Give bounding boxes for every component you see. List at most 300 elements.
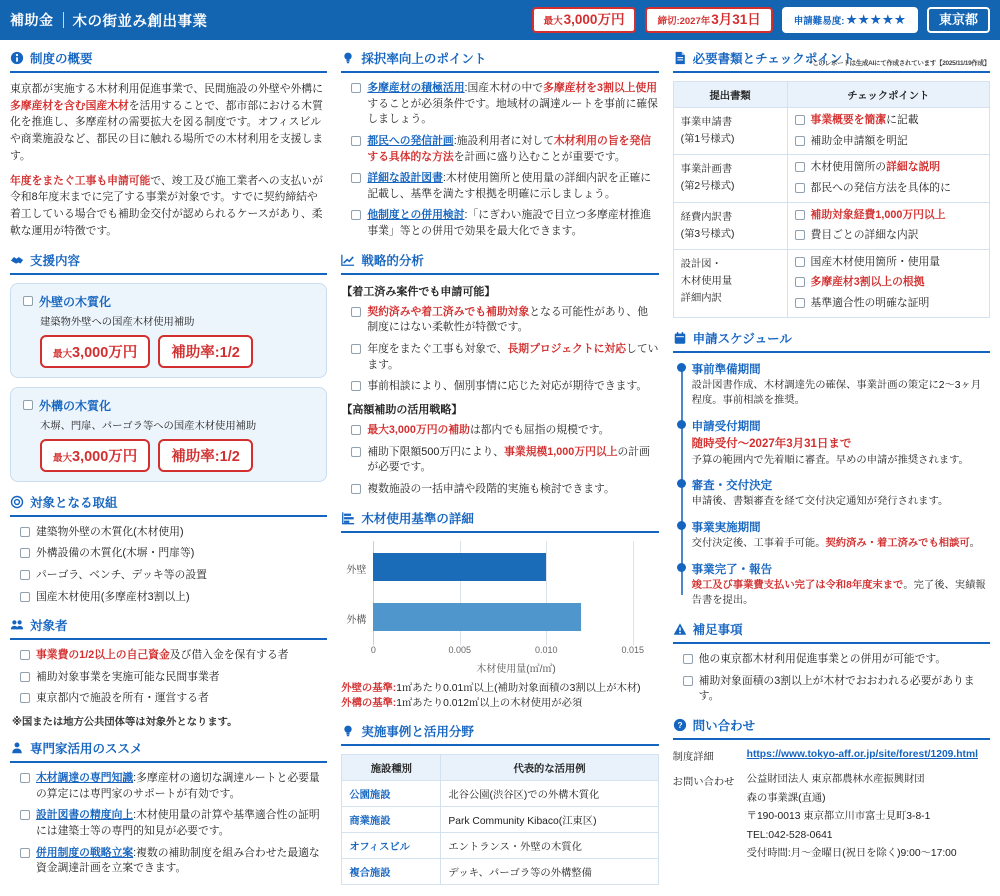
checklist-item — [20, 590, 327, 606]
schedule-step — [692, 418, 990, 469]
text-segment: 他の東京都木材利用促進事業との併用が可能です。 — [698, 653, 947, 666]
section-contact — [673, 716, 990, 865]
support-cards — [10, 283, 327, 482]
checklist-text — [36, 846, 327, 877]
checklist-item — [351, 423, 658, 439]
section-cases-header — [341, 722, 658, 746]
left-column — [10, 49, 327, 896]
checklist-text — [367, 482, 658, 498]
middle-column — [341, 49, 658, 896]
checklist-text — [36, 525, 327, 541]
chart-category-label: 外構 — [346, 614, 367, 626]
contact-label: 制度詳細 — [672, 752, 714, 764]
document-name: 設計図・ — [680, 258, 722, 270]
text-segment: 複数施設の一括申請や段階的実施も検討できます。 — [367, 482, 615, 495]
text-segment: に記載 — [886, 114, 919, 126]
schedule-step-text — [692, 454, 990, 469]
text-segment: 1㎡あたり0.012㎥以上の木材使用が必須 — [396, 697, 583, 709]
checklist-text — [36, 590, 327, 606]
table-header-row — [342, 755, 658, 781]
section-schedule-header — [673, 329, 990, 353]
checkbox-icon[interactable] — [351, 484, 361, 494]
table-cell: オフィスビル — [342, 833, 441, 859]
inline-link[interactable]: 都民への発信計画 — [367, 134, 454, 147]
text-segment: :木材使用量の計算や基準適合性の証明には建築士等の専門的知見が必要です。 — [36, 809, 320, 838]
section-title: 補足事項 — [692, 623, 743, 638]
text-segment: の計画が必要です。 — [367, 445, 650, 474]
inline-link[interactable]: 設計図書の精度向上 — [36, 809, 134, 822]
text-segment: 事前相談により、個別事情に応じた対応が期待できます。 — [367, 380, 648, 393]
text-segment: 契約済み・着工済みでも相談可 — [825, 538, 970, 550]
section-overview — [10, 49, 327, 240]
checklist-item — [351, 208, 658, 239]
section-points-header — [341, 49, 658, 73]
checklist-text — [811, 181, 982, 197]
checkbox-icon[interactable] — [795, 230, 805, 240]
checkbox-icon[interactable] — [795, 277, 805, 287]
text-segment: 多摩産材を含む国産木材 — [10, 99, 129, 112]
checkbox-icon[interactable] — [20, 810, 30, 820]
header-title-group — [10, 10, 208, 31]
section-notes-header — [673, 620, 990, 644]
checkpoints-cell — [787, 108, 989, 155]
checklist-text — [811, 296, 982, 312]
checkbox-icon[interactable] — [351, 307, 361, 317]
checklist-text — [811, 255, 982, 271]
text-segment: :施設利用者に対して — [453, 134, 554, 147]
checkbox-icon[interactable] — [795, 136, 805, 146]
section-title: 問い合わせ — [692, 719, 756, 734]
overview-paragraph-2 — [10, 173, 327, 240]
checklist-item — [795, 134, 982, 150]
wood-usage-chart — [341, 541, 658, 675]
checkbox-icon[interactable] — [20, 548, 30, 558]
amount-badge — [158, 439, 253, 472]
text-segment: TEL:042-528-0641 — [746, 829, 833, 841]
support-card-badges — [40, 335, 314, 368]
checkbox-icon[interactable] — [795, 115, 805, 125]
text-segment: 補助率:1/2 — [171, 448, 240, 465]
schedule-step — [692, 519, 990, 552]
text-segment: 補助対象経費1,000万円以上 — [810, 208, 946, 221]
analysis-groups — [341, 283, 658, 498]
checklist-item — [20, 546, 327, 562]
header-badge[interactable] — [927, 7, 990, 33]
text-segment: 詳細な説明 — [886, 161, 941, 174]
experts-list — [10, 771, 327, 877]
text-segment: 補助対象面積の3割以上が木材でおおわれる必要があります。 — [698, 674, 975, 703]
support-card-title: 外壁の木質化 — [39, 294, 112, 309]
checklist-text — [811, 228, 982, 244]
checkbox-icon[interactable] — [20, 773, 30, 783]
section-target-activities-header — [10, 493, 327, 517]
text-segment: を活用することで、都市部における木質化を推進し、多摩産材の需要拡大を図る制度です。オフィスビルや商業施設など、都民の目に触れる場所での木材利用を支援します。 — [10, 99, 324, 162]
checklist-text — [367, 171, 658, 202]
document-name: 事業申請書 — [680, 117, 733, 128]
section-analysis-header — [341, 251, 658, 275]
schedule-step-text — [692, 495, 990, 510]
checkbox-icon[interactable] — [795, 257, 805, 267]
timeline-dot-icon — [677, 420, 686, 429]
text-segment: を計画に盛り込むことが重要です。 — [453, 150, 626, 163]
text-segment: 補助対象事業を実施可能な民間事業者 — [36, 670, 220, 683]
checkbox-icon[interactable] — [351, 83, 361, 93]
schedule-step — [692, 361, 990, 409]
document-name: (第3号様式) — [680, 228, 735, 240]
section-title: 申請スケジュール — [692, 331, 792, 346]
text-segment: :木材使用箇所と使用量の詳細内訳を正確に記載し、基準を満たす根拠を明確に示しましょう。 — [367, 172, 652, 200]
checklist-item — [683, 674, 990, 705]
content-grid — [0, 40, 1000, 896]
svg-text:?: ? — [677, 720, 683, 731]
text-segment: 長期プロジェクトに対応 — [507, 343, 627, 356]
support-card — [10, 387, 327, 482]
checklist-text — [367, 379, 658, 395]
checkbox-icon[interactable] — [20, 848, 30, 858]
section-contact-header — [673, 716, 990, 740]
text-segment: 最大3,000万円の補助 — [367, 423, 470, 436]
header-badges — [532, 7, 990, 33]
section-analysis — [341, 251, 658, 498]
text-segment: 3月31日 — [711, 11, 761, 27]
checklist-text — [36, 648, 327, 664]
text-segment: 都民への発信方法を具体的に — [810, 181, 951, 194]
warning-icon — [673, 622, 687, 636]
table-cell: 北谷公園(渋谷区)での外構木質化 — [441, 781, 658, 807]
text-segment: 基準適合性の明確な証明 — [810, 297, 930, 310]
section-title: 制度の概要 — [30, 52, 93, 66]
checkpoints-cell — [787, 155, 989, 202]
text-segment: 3,000万円 — [72, 344, 138, 361]
title-divider — [63, 12, 64, 28]
text-segment: 最大 — [53, 348, 73, 360]
text-segment: 補助率:1/2 — [171, 344, 240, 361]
table-cell: 複合施設 — [342, 859, 441, 885]
document-name-cell — [673, 155, 787, 202]
text-segment: 及び借入金を保有する者 — [169, 649, 289, 662]
schedule-step-text — [692, 436, 990, 453]
contact-label: お問い合わせ — [672, 777, 735, 789]
inline-link[interactable]: 多摩産材の積極活用 — [367, 82, 465, 94]
checklist-text — [367, 445, 658, 476]
checkbox-icon[interactable] — [20, 592, 30, 602]
text-segment: 外構の基準: — [341, 697, 397, 709]
schedule-step-title: 審査・交付決定 — [691, 480, 773, 493]
support-card-header — [23, 293, 314, 310]
checkbox-icon[interactable] — [351, 136, 361, 146]
text-segment: 多摩産材を3割以上使用 — [543, 82, 658, 94]
section-schedule — [673, 329, 990, 609]
checkbox-icon[interactable] — [351, 425, 361, 435]
section-title: 対象者 — [30, 619, 68, 634]
column-header: 施設種別 — [342, 755, 441, 781]
section-support — [10, 251, 327, 482]
document-name-cell — [673, 202, 787, 249]
checklist-item — [795, 160, 982, 176]
contact-line — [747, 829, 957, 843]
table-cell: エントランス・外壁の木質化 — [441, 833, 658, 859]
chart-tick-label: 0.005 — [448, 644, 472, 655]
checkbox-icon[interactable] — [20, 570, 30, 580]
document-name-cell — [673, 249, 787, 317]
checkbox-icon[interactable] — [351, 381, 361, 391]
standard-note-exterior — [341, 696, 658, 711]
text-segment: 国産木材使用(多摩産材3割以上) — [36, 590, 190, 603]
header-bar — [0, 0, 1000, 40]
checklist-item — [795, 255, 982, 271]
checklist-text — [367, 134, 658, 165]
section-documents-header — [673, 49, 990, 73]
checklist-item — [351, 81, 658, 128]
text-segment: :多摩産材の適切な調達ルートと必要量の算定には専門家のサポートが有効です。 — [36, 772, 320, 800]
points-list — [341, 81, 658, 240]
checkbox-icon[interactable] — [683, 654, 693, 664]
text-segment: 費目ごとの詳細な内訳 — [810, 229, 919, 242]
text-segment: 年度をまたぐ工事も対象で、 — [367, 343, 508, 356]
documents-table-wrap — [673, 81, 990, 318]
right-column — [673, 49, 990, 896]
text-segment: 最大 — [543, 15, 563, 27]
checklist-text — [36, 546, 327, 562]
chart-plot-area — [341, 541, 658, 645]
text-segment: することが必須条件です。地域材の調達ルートを事前に確保しましょう。 — [367, 97, 658, 126]
lightbulb-icon — [341, 51, 355, 65]
analysis-group-label: 【高額補助の活用戦略】 — [341, 403, 463, 416]
support-card-badges — [40, 439, 314, 472]
text-segment: 事業規模1,000万円以上 — [504, 445, 618, 458]
people-icon — [10, 618, 24, 632]
text-segment: 木材使用箇所の — [810, 161, 887, 174]
question-icon — [673, 718, 687, 732]
contact-value — [747, 773, 957, 865]
text-segment: 受付時間:月〜金曜日(祝日を除く)9:00〜17:00 — [746, 848, 957, 860]
document-name-cell — [673, 108, 787, 155]
checklist-text — [367, 342, 658, 373]
chart-bar — [373, 553, 546, 581]
header-badge[interactable] — [782, 7, 918, 33]
schedule-step-title: 事業完了・報告 — [691, 564, 773, 577]
table-cell: 公園施設 — [342, 781, 441, 807]
checkbox-icon[interactable] — [20, 527, 30, 537]
inline-link[interactable]: https://www.tokyo-aff.or.jp/site/forest/1209.html — [746, 749, 978, 761]
support-card — [10, 283, 327, 378]
text-segment: :「にぎわい施設で目立つ多摩産材推進事業」等との併用で効果を最大化できます。 — [367, 209, 652, 238]
table-row — [342, 833, 658, 859]
text-segment: :国産木材の中で — [464, 82, 544, 94]
checkbox-icon[interactable] — [20, 693, 30, 703]
schedule-step-text — [692, 537, 990, 552]
overview-paragraph-1 — [10, 81, 327, 165]
cases-table — [341, 754, 658, 885]
handshake-icon — [10, 253, 24, 267]
text-segment: 外構設備の木質化(木塀・門扉等) — [36, 547, 195, 560]
inline-link[interactable]: 詳細な設計図書 — [367, 172, 443, 185]
text-segment: 補助金申請額を明記 — [810, 134, 908, 147]
checkbox-icon[interactable] — [795, 210, 805, 220]
checkbox-icon[interactable] — [20, 672, 30, 682]
section-wood-standards-header — [341, 509, 658, 533]
checkbox-icon[interactable] — [795, 162, 805, 172]
timeline-dot-icon — [677, 521, 686, 530]
section-overview-header — [10, 49, 327, 73]
table-row — [342, 781, 658, 807]
contact-line — [747, 847, 957, 861]
checklist-text — [811, 208, 982, 224]
schedule-step-title: 申請受付期間 — [691, 420, 761, 433]
schedule-step-text — [692, 379, 990, 409]
chart-tick-label: 0 — [370, 644, 376, 655]
section-eligible — [10, 616, 327, 728]
table-row — [673, 155, 989, 202]
checklist-item — [795, 208, 982, 224]
text-segment: パーゴラ、ベンチ、デッキ等の設置 — [36, 568, 207, 581]
checkbox-icon[interactable] — [795, 298, 805, 308]
contact-row — [673, 773, 990, 865]
chart-tick-label: 0.015 — [621, 644, 644, 655]
text-segment: 申請後、書類審査を経て交付決定通知が発行されます。 — [691, 496, 949, 508]
header-tag: 補助金 — [10, 12, 54, 28]
document-icon — [673, 51, 687, 65]
checkbox-icon[interactable] — [683, 676, 693, 686]
checklist-text — [367, 208, 658, 239]
checklist-item — [351, 342, 658, 373]
contact-row — [673, 748, 990, 766]
column-header: 代表的な活用例 — [441, 755, 658, 781]
table-row — [673, 202, 989, 249]
table-cell: Park Community Kibaco(江東区) — [441, 807, 658, 833]
document-name: 事業計画書 — [680, 164, 733, 176]
standard-note-wall — [341, 681, 658, 696]
trend-chart-icon — [341, 253, 355, 267]
contact-line — [747, 773, 957, 787]
chart-category-labels — [341, 541, 373, 645]
text-segment: しています。 — [367, 343, 659, 371]
inline-link[interactable]: 他制度との併用検討 — [367, 209, 465, 222]
checklist-item — [795, 228, 982, 244]
checklist-item — [20, 670, 327, 686]
analysis-group-label: 【着工済み案件でも申請可能】 — [341, 285, 496, 298]
schedule-step-title: 事業実施期間 — [691, 522, 761, 535]
checklist-item — [20, 846, 327, 877]
text-segment: 公益財団法人 東京都農林水産振興財団 — [746, 774, 925, 786]
checklist-item — [795, 181, 982, 197]
checkbox-icon[interactable] — [20, 650, 30, 660]
checkbox-icon[interactable] — [351, 173, 361, 183]
schedule-step-title: 事前準備期間 — [691, 363, 761, 376]
contact-line — [747, 810, 957, 824]
text-segment: 3,000万円 — [563, 11, 625, 27]
target-icon — [10, 495, 24, 509]
text-segment: 外壁の基準: — [341, 682, 397, 694]
section-notes — [673, 620, 990, 705]
checklist-item — [20, 808, 327, 839]
schedule-step — [692, 477, 990, 510]
text-segment: ★★★★★ — [845, 11, 906, 27]
checklist-item — [683, 652, 990, 668]
person-icon — [10, 741, 24, 755]
checklist-item — [20, 691, 327, 707]
column-header: 提出書類 — [673, 82, 787, 108]
cases-table-wrap — [341, 754, 658, 885]
schedule-timeline — [678, 361, 990, 609]
checklist-text — [36, 568, 327, 584]
section-title: 採択率向上のポイント — [361, 52, 487, 66]
text-segment: 交付決定後、工事着手可能。 — [691, 538, 826, 550]
chart-axis-ticks — [370, 644, 658, 657]
inline-link[interactable]: 併用制度の戦略立案 — [36, 846, 134, 859]
chart-gridline — [633, 541, 634, 645]
checklist-text — [811, 160, 982, 176]
page-title: 木の街並み創出事業 — [72, 13, 208, 30]
text-segment: 最大 — [53, 452, 73, 464]
section-wood-standards — [341, 509, 658, 712]
schedule-step-text — [692, 579, 990, 609]
checkbox-icon[interactable] — [23, 296, 33, 306]
contact-value — [747, 748, 978, 766]
column-header: チェックポイント — [787, 82, 989, 108]
section-documents — [673, 49, 990, 318]
text-segment: で、竣工及び施工業者への支払いが令和8年度末までに完了する事業が対象です。すでに契約締結や着工している場合でも補助金交付が認められるケースがあり、柔軟な運用が特徴です。 — [10, 174, 323, 237]
amount-badge — [40, 335, 150, 368]
section-title: 戦略的分析 — [361, 253, 424, 268]
section-cases — [341, 722, 658, 885]
support-card-desc: 木塀、門扉、パーゴラ等への国産木材使用補助 — [40, 420, 257, 432]
checklist-text — [811, 134, 982, 150]
text-segment: 。完了後、実績報告書を提出。 — [691, 580, 986, 607]
checkbox-icon[interactable] — [23, 400, 33, 410]
checklist-item — [351, 445, 658, 476]
header-badge[interactable] — [532, 7, 637, 33]
checkbox-icon[interactable] — [351, 210, 361, 220]
checklist-item — [351, 171, 658, 202]
table-cell: デッキ、パーゴラ等の外構整備 — [441, 859, 658, 885]
checklist-text — [811, 113, 982, 129]
table-row — [673, 108, 989, 155]
text-segment: 〒190-0013 東京都立川市富士見町3-8-1 — [746, 811, 931, 823]
text-segment: 竣工及び事業費支払い完了は令和8年度末まで — [691, 580, 904, 592]
checkpoints-cell — [787, 249, 989, 317]
checklist-item — [795, 113, 982, 129]
checklist-text — [36, 670, 327, 686]
chart-category-label: 外壁 — [346, 564, 367, 576]
text-segment: 3,000万円 — [72, 448, 138, 465]
checklist-text — [36, 771, 327, 802]
checkbox-icon[interactable] — [351, 344, 361, 354]
schedule-step — [692, 561, 990, 609]
lightbulb-icon — [341, 724, 355, 738]
text-segment: 国産木材使用箇所・使用量 — [810, 255, 941, 268]
checklist-item — [20, 771, 327, 802]
text-segment: 建築物外壁の木質化(木材使用) — [36, 525, 184, 538]
table-row — [342, 807, 658, 833]
checklist-item — [351, 379, 658, 395]
header-badge[interactable] — [645, 7, 772, 33]
checklist-item — [351, 482, 658, 498]
text-segment: 契約済みや着工済みでも補助対象 — [367, 305, 530, 318]
checklist-text — [699, 652, 990, 668]
checklist-item — [20, 648, 327, 664]
inline-link[interactable]: 木材調達の専門知識 — [36, 772, 134, 785]
checkbox-icon[interactable] — [351, 447, 361, 457]
text-segment: 木材利用の旨を発信する具体的な方法 — [367, 134, 652, 163]
checkbox-icon[interactable] — [795, 183, 805, 193]
section-title: 木材使用基準の詳細 — [361, 511, 474, 526]
document-name: (第1号様式) — [680, 134, 735, 145]
section-experts-header — [10, 739, 327, 763]
chart-tick-label: 0.010 — [534, 644, 558, 655]
text-segment: 補助下限額500万円により、 — [367, 445, 505, 458]
text-segment: 予算の範囲内で先着順に審査。早めの申請が推奨されます。 — [691, 454, 969, 466]
